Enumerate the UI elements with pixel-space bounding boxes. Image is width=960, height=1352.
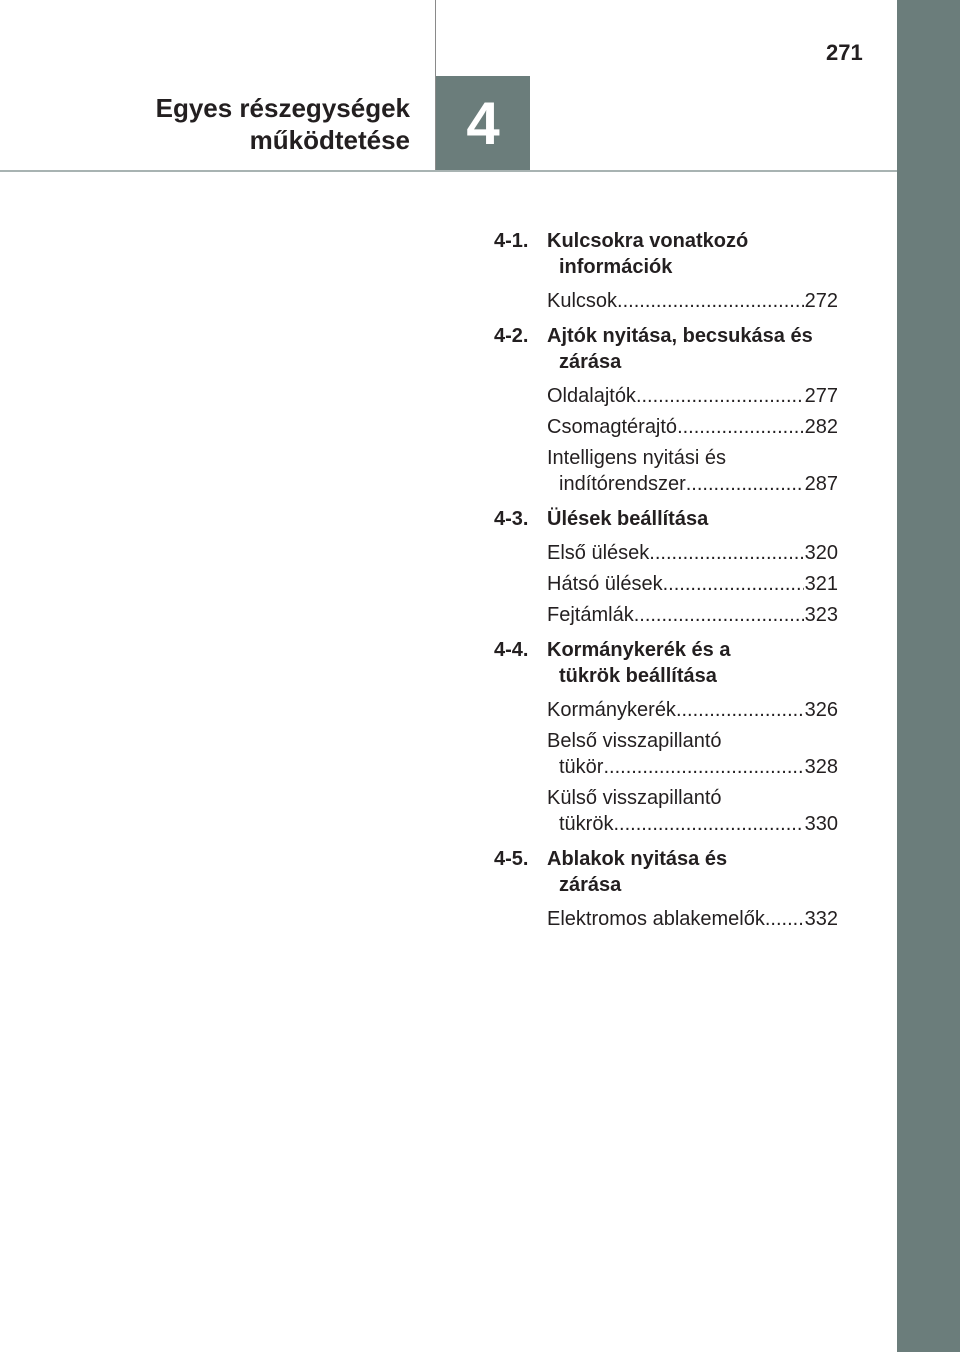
leader-dots [617, 288, 804, 314]
toc-section-4-4[interactable] [494, 637, 838, 689]
section-title-line1: Ülések beállítása [547, 508, 709, 530]
toc-item[interactable] [547, 906, 838, 932]
item-page: 277 [804, 385, 838, 407]
toc-item[interactable] [547, 445, 838, 497]
item-page: 287 [804, 473, 838, 495]
chapter-title-line2: működtetése [249, 125, 410, 155]
chapter-title [30, 92, 410, 156]
item-page: 272 [804, 290, 838, 312]
section-title-line2: információk [559, 256, 673, 278]
section-title [547, 323, 838, 375]
item-label-line1: Belső visszapillantó [547, 730, 722, 752]
item-page: 328 [804, 756, 838, 778]
item-label-line1: Külső visszapillantó [547, 787, 722, 809]
item-page: 330 [804, 813, 838, 835]
section-title-line2: tükrök beállítása [559, 665, 717, 687]
section-number: 4-2. [494, 325, 529, 347]
toc-section-4-5[interactable] [494, 846, 838, 898]
leader-dots [676, 697, 804, 723]
item-page: 326 [804, 699, 838, 721]
section-title [547, 846, 838, 898]
item-label: Kulcsok [547, 290, 618, 312]
leader-dots [649, 540, 803, 566]
section-title-line1: Kulcsokra vonatkozó [547, 230, 749, 252]
item-label: Oldalajtók [547, 385, 636, 407]
toc-item[interactable] [547, 697, 838, 723]
header-divider-horizontal [0, 170, 897, 172]
item-label: tükör [559, 756, 604, 778]
leader-dots [636, 383, 804, 409]
item-page: 332 [804, 908, 838, 930]
item-label: tükrök [559, 813, 614, 835]
section-number: 4-3. [494, 508, 529, 530]
section-title [547, 228, 838, 280]
toc-item[interactable] [547, 602, 838, 628]
chapter-number: 4 [466, 89, 500, 157]
toc-item[interactable] [547, 571, 838, 597]
item-label: Kormánykerék [547, 699, 676, 721]
item-label-line1: Intelligens nyitási és [547, 447, 726, 469]
toc-item[interactable] [547, 414, 838, 440]
toc-section-4-3[interactable] [494, 506, 838, 532]
leader-dots [686, 471, 804, 497]
toc-item[interactable] [547, 383, 838, 409]
toc-item[interactable] [547, 785, 838, 837]
section-number: 4-4. [494, 639, 529, 661]
section-number: 4-1. [494, 230, 529, 252]
item-page: 321 [804, 573, 838, 595]
item-label: Első ülések [547, 542, 650, 564]
item-label: indítórendszer [559, 473, 686, 495]
toc-section-4-1[interactable] [494, 228, 838, 280]
page-number: 271 [826, 40, 863, 65]
leader-dots [603, 754, 803, 780]
section-title-line1: Ablakok nyitása és [547, 848, 728, 870]
chapter-number-box [436, 76, 530, 170]
leader-dots [613, 811, 803, 837]
item-label: Hátsó ülések [547, 573, 663, 595]
item-page: 323 [804, 604, 838, 626]
item-label: Fejtámlák [547, 604, 634, 626]
section-title-line2: zárása [559, 874, 622, 896]
leader-dots [663, 571, 804, 597]
section-number: 4-5. [494, 848, 529, 870]
leader-dots [634, 602, 804, 628]
chapter-title-line1: Egyes részegységek [155, 93, 410, 123]
table-of-contents [494, 228, 838, 932]
section-title-line1: Kormánykerék és a [547, 639, 731, 661]
toc-item[interactable] [547, 288, 838, 314]
leader-dots [677, 414, 804, 440]
item-page: 320 [804, 542, 838, 564]
toc-item[interactable] [547, 540, 838, 566]
section-title [547, 506, 838, 532]
toc-item[interactable] [547, 728, 838, 780]
item-label: Csomagtérajtó [547, 416, 678, 438]
leader-dots [765, 906, 804, 932]
section-title-line1: Ajtók nyitása, becsukása és [547, 325, 813, 347]
toc-section-4-2[interactable] [494, 323, 838, 375]
section-title [547, 637, 838, 689]
item-label: Elektromos ablakemelők [547, 908, 765, 930]
chapter-side-tab [897, 0, 960, 1352]
item-page: 282 [804, 416, 838, 438]
section-title-line2: zárása [559, 351, 622, 373]
